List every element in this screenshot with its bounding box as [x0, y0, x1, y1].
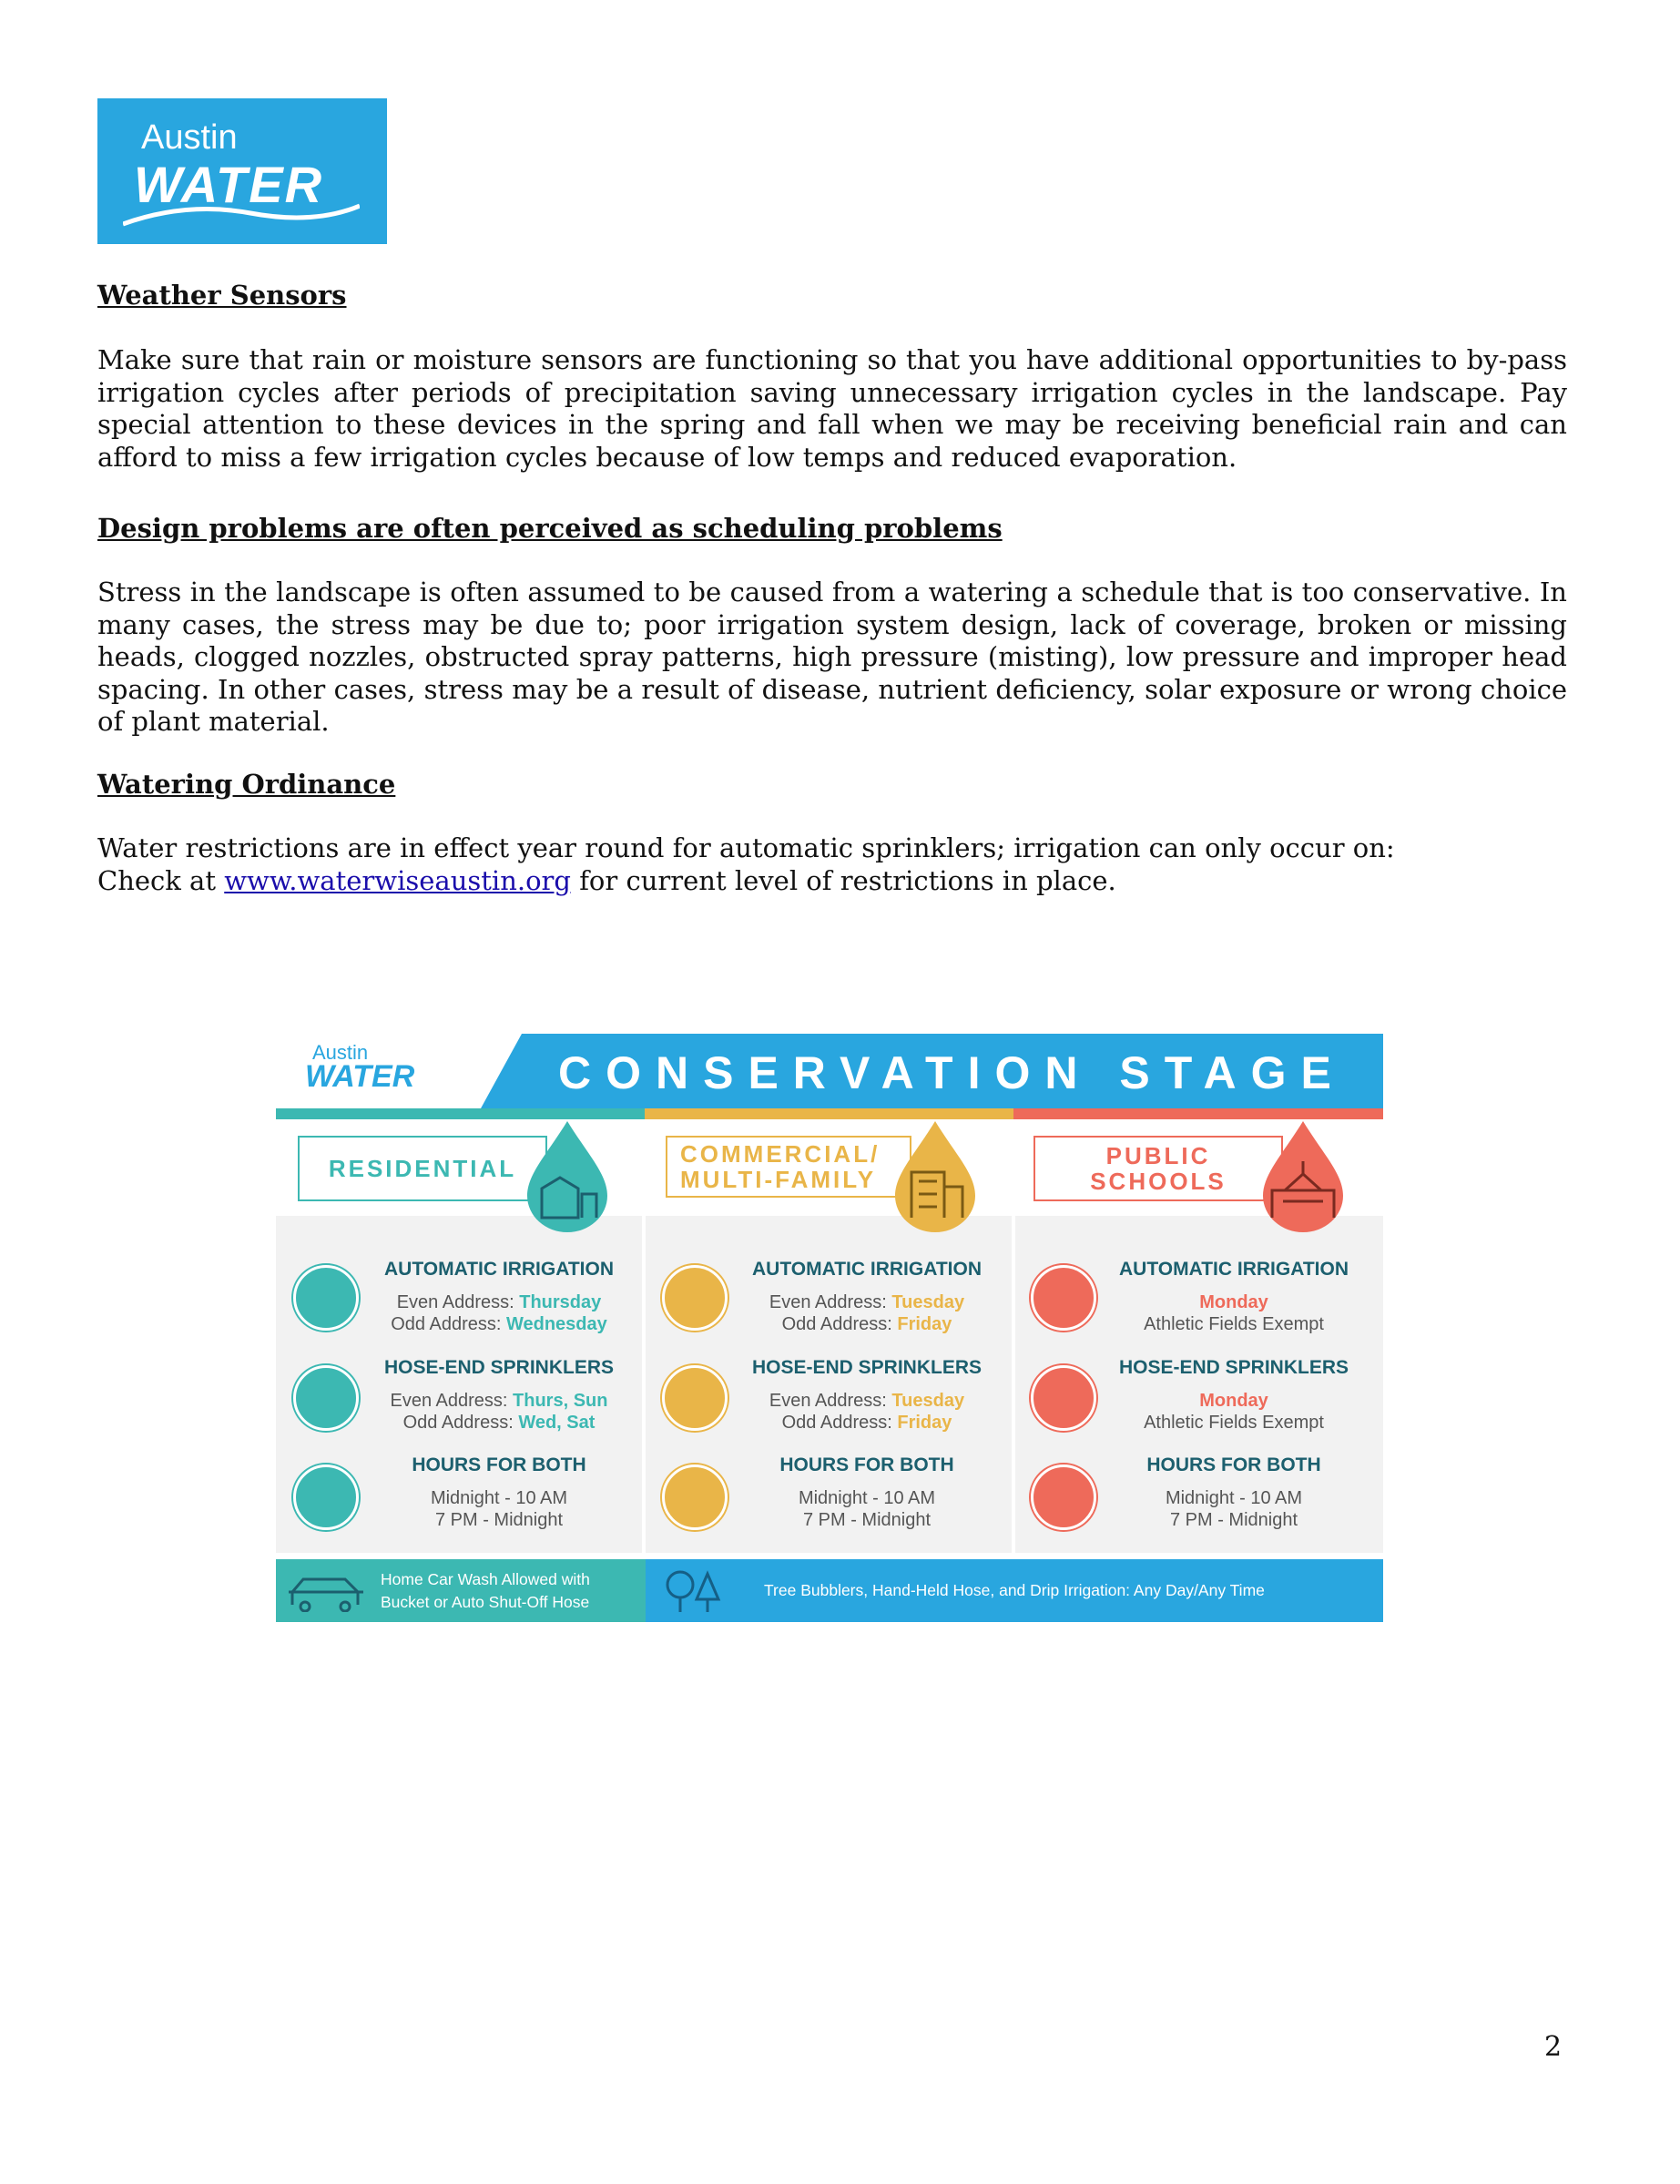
com-auto-even-day: Tuesday: [891, 1292, 965, 1312]
com-hose-odd-label: Odd Address:: [781, 1413, 898, 1433]
ordinance-line-1: Water restrictions are in effect year round for automatic sprinklers; irrigation can only occur on:: [97, 832, 1395, 863]
sch-auto-day: Monday: [1199, 1292, 1268, 1312]
sch-hours-2: 7 PM - Midnight: [1169, 1510, 1298, 1530]
com-hours-2: 7 PM - Midnight: [802, 1510, 932, 1530]
res-hose-even-day: Thurs, Sun: [513, 1391, 608, 1411]
trees-icon: [662, 1568, 726, 1614]
category-residential: [298, 1136, 547, 1201]
com-auto-odd: [739, 1314, 994, 1335]
sch-hose-day: Monday: [1199, 1391, 1268, 1411]
infographic-title: CONSERVATION STAGE: [558, 1047, 1346, 1098]
res-hose-odd-label: Odd Address:: [402, 1413, 519, 1433]
footer-car-wash-line2: Bucket or Auto Shut-Off Hose: [381, 1593, 590, 1611]
com-hose-title: HOSE-END SPRINKLERS: [751, 1357, 983, 1378]
sch-hours-title: HOURS FOR BOTH: [1146, 1454, 1321, 1475]
ordinance-line-2: [97, 865, 1116, 896]
sprinkler-head-icon: [662, 1265, 728, 1331]
com-auto-odd-label: Odd Address:: [781, 1314, 898, 1334]
res-auto-odd-day: Wednesday: [505, 1314, 607, 1334]
com-hose-even-label: Even Address:: [769, 1391, 892, 1411]
com-hours-title: HOURS FOR BOTH: [779, 1454, 954, 1475]
sch-hose-exempt: Athletic Fields Exempt: [1144, 1413, 1324, 1433]
ordinance-line-2-suffix: for current level of restrictions in place.: [570, 865, 1116, 896]
sch-auto-exempt: Athletic Fields Exempt: [1144, 1314, 1324, 1334]
category-schools-line2: SCHOOLS: [1090, 1168, 1227, 1195]
res-hose-even-label: Even Address:: [390, 1391, 514, 1411]
weather-sensors-body: Make sure that rain or moisture sensors are functioning so that you have additional opportunities to by-pass irrigation cycles after periods of precipitation saving unnecessary irrigation cycles in the landscape. Pay special attention to these devices in the spring and fall when we may be receiving beneficial rain and can afford to miss a few irrigation cycles because of low temps and reduced evaporation.: [97, 344, 1567, 473]
res-hours-1: Midnight - 10 AM: [430, 1488, 568, 1508]
com-hose-odd-day: Friday: [897, 1413, 952, 1433]
com-hose-odd: [739, 1413, 994, 1434]
category-residential-label: RESIDENTIAL: [328, 1155, 517, 1182]
sprinkler-head-icon: [293, 1265, 359, 1331]
footer-any-time-text: Tree Bubblers, Hand-Held Hose, and Drip Irrigation: Any Day/Any Time: [764, 1581, 1265, 1599]
austin-water-logo: [97, 98, 387, 244]
waterwise-link[interactable]: www.waterwiseaustin.org: [224, 865, 571, 896]
footer-car-wash-line1: Home Car Wash Allowed with: [381, 1570, 590, 1588]
clock-icon: [293, 1465, 359, 1530]
com-auto-odd-day: Friday: [897, 1314, 952, 1334]
hose-nozzle-icon: [662, 1365, 728, 1431]
res-auto-title: AUTOMATIC IRRIGATION: [384, 1259, 614, 1280]
res-hours-title: HOURS FOR BOTH: [412, 1454, 586, 1475]
design-problems-heading: Design problems are often perceived as scheduling problems: [97, 513, 1003, 544]
building-drop-icon: [891, 1118, 979, 1236]
com-auto-even: [739, 1292, 994, 1313]
res-auto-even-label: Even Address:: [396, 1292, 520, 1312]
logo-wave-icon: [123, 197, 360, 233]
com-hours-1: Midnight - 10 AM: [798, 1488, 936, 1508]
weather-sensors-heading: Weather Sensors: [97, 280, 347, 311]
clock-icon: [1031, 1465, 1096, 1530]
infographic-logo-austin: Austin: [312, 1041, 369, 1064]
sch-hose-title: HOSE-END SPRINKLERS: [1118, 1357, 1349, 1378]
com-auto-title: AUTOMATIC IRRIGATION: [752, 1259, 982, 1280]
category-commercial-line2: MULTI-FAMILY: [680, 1166, 877, 1193]
hose-nozzle-icon: [293, 1365, 359, 1431]
res-auto-odd: [372, 1314, 626, 1335]
logo-text-water: WATER: [134, 156, 324, 213]
res-hose-odd: [372, 1413, 626, 1434]
footer-any-time: [646, 1559, 1383, 1622]
category-commercial-line1: COMMERCIAL/: [680, 1140, 881, 1168]
res-hose-odd-day: Wed, Sat: [518, 1413, 596, 1433]
logo-text-austin: Austin: [141, 118, 238, 157]
category-schools: [1033, 1136, 1283, 1201]
design-problems-body: Stress in the landscape is often assumed to be caused from a watering a schedule that is too conservative. In many cases, the stress may be due to; poor irrigation system design, lack of coverage, broken or missing heads, clogged nozzles, obstructed spray patterns, high pressure (misting), low pressure and improper head spacing. In other cases, stress may be a result of disease, nutrient deficiency, solar exposure or wrong choice of plant material.: [97, 577, 1567, 737]
sprinkler-head-icon: [1031, 1265, 1096, 1331]
sch-auto-title: AUTOMATIC IRRIGATION: [1119, 1259, 1349, 1280]
res-hours-2: 7 PM - Midnight: [434, 1510, 564, 1530]
page-number: 2: [1544, 2031, 1563, 2063]
watering-ordinance-heading: Watering Ordinance: [97, 769, 396, 800]
res-auto-even: [372, 1292, 626, 1313]
com-auto-even-label: Even Address:: [769, 1292, 892, 1312]
com-hose-even-day: Tuesday: [891, 1391, 965, 1411]
res-auto-odd-label: Odd Address:: [391, 1314, 506, 1334]
sch-hours-1: Midnight - 10 AM: [1165, 1488, 1303, 1508]
hose-nozzle-icon: [1031, 1365, 1096, 1431]
res-hose-even: [372, 1391, 626, 1412]
house-drop-icon: [524, 1118, 611, 1236]
conservation-stage-infographic: [276, 1034, 1383, 1622]
footer-car-wash: [276, 1559, 646, 1622]
com-hose-even: [739, 1391, 994, 1412]
clock-icon: [662, 1465, 728, 1530]
infographic-logo-water: WATER: [305, 1059, 415, 1094]
car-icon: [285, 1572, 367, 1612]
ordinance-line-2-prefix: Check at: [97, 865, 225, 896]
category-commercial: [666, 1136, 911, 1198]
res-auto-even-day: Thursday: [519, 1292, 602, 1312]
school-drop-icon: [1259, 1118, 1347, 1236]
res-hose-title: HOSE-END SPRINKLERS: [383, 1357, 615, 1378]
category-schools-line1: PUBLIC: [1105, 1142, 1211, 1169]
